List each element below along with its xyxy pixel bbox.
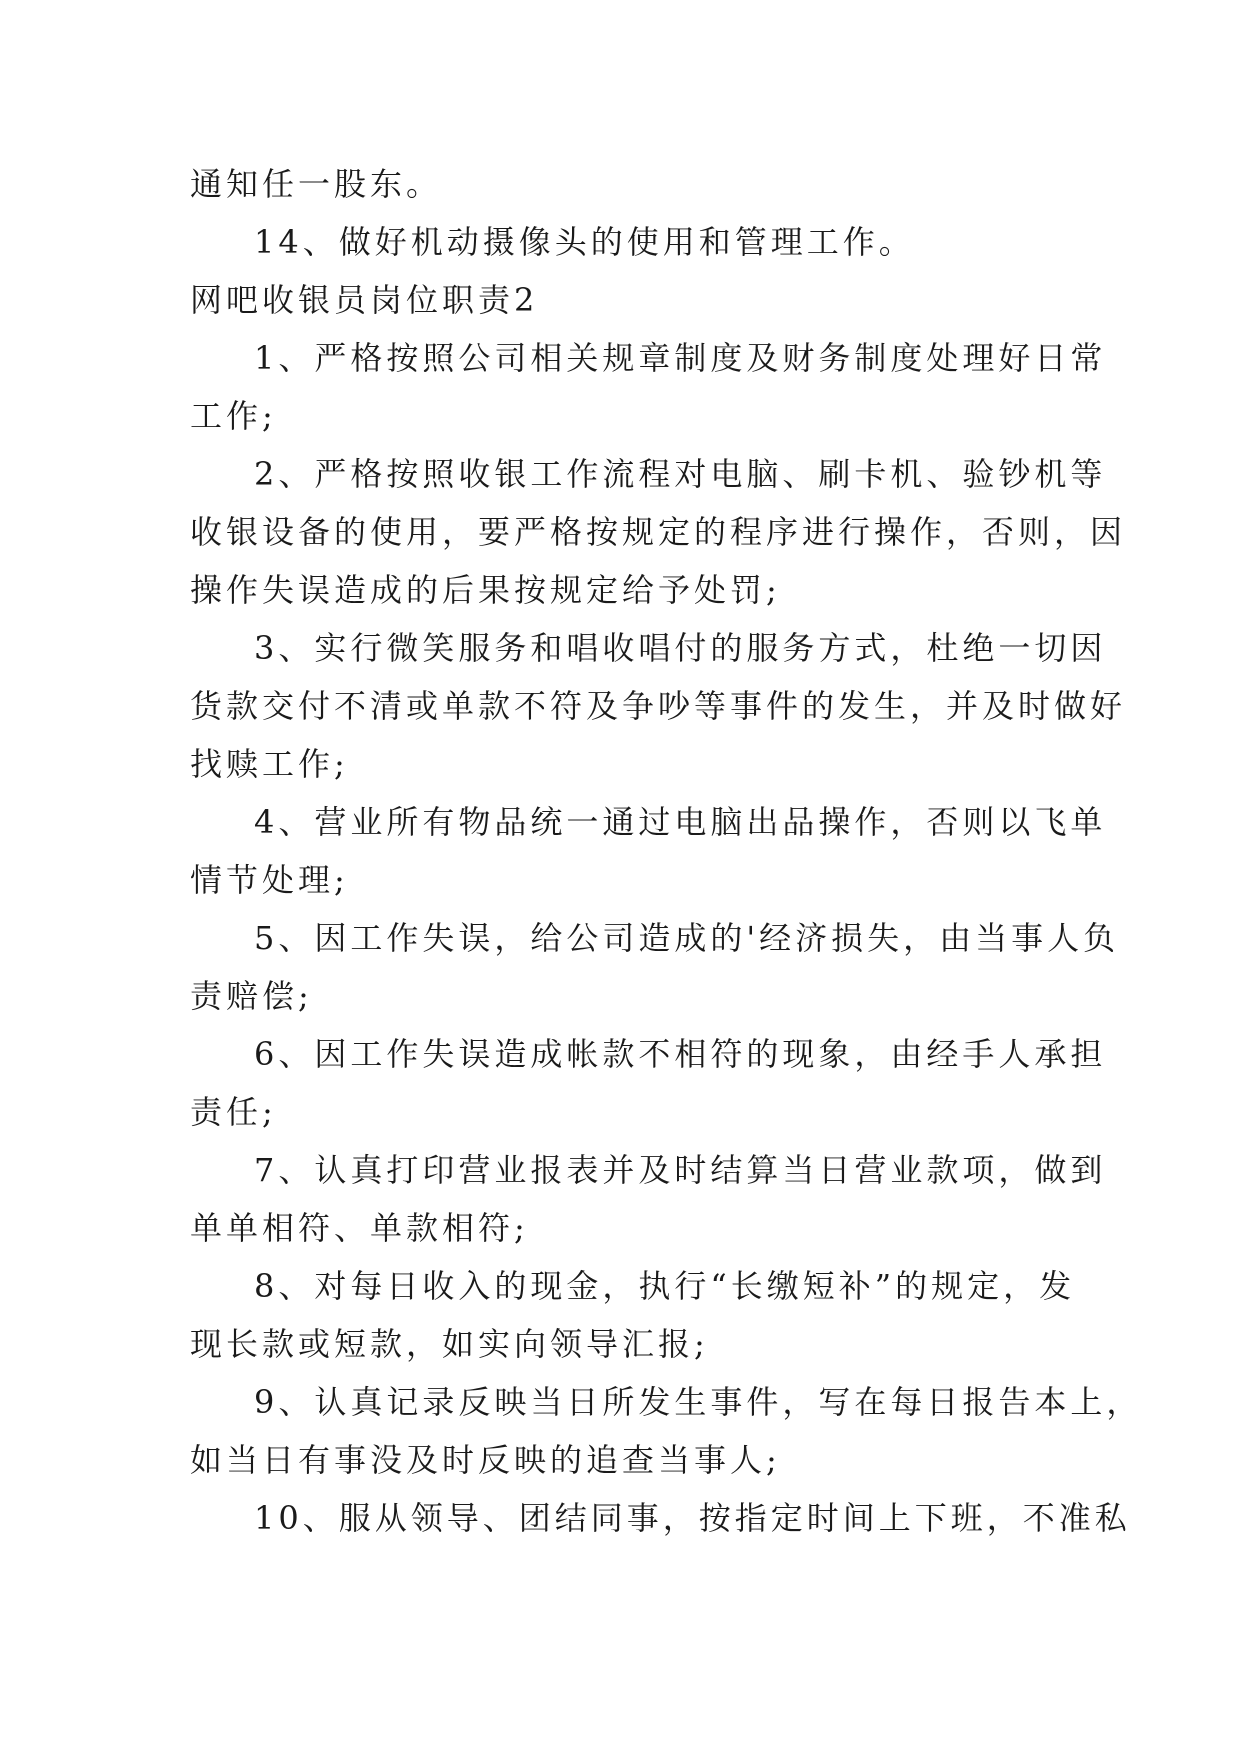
list-item: 3、实行微笑服务和唱收唱付的服务方式，杜绝一切因 bbox=[254, 629, 1107, 667]
text-line: 找赎工作; bbox=[190, 745, 349, 783]
list-item: 9、认真记录反映当日所发生事件，写在每日报告本上， bbox=[254, 1383, 1143, 1421]
list-item: 6、因工作失误造成帐款不相符的现象，由经手人承担 bbox=[254, 1035, 1107, 1073]
text-line: 通知任一股东。 bbox=[190, 165, 443, 203]
list-item: 5、因工作失误，给公司造成的'经济损失，由当事人负 bbox=[254, 919, 1120, 957]
text-line: 情节处理; bbox=[190, 861, 349, 899]
list-item: 14、做好机动摄像头的使用和管理工作。 bbox=[254, 223, 915, 261]
text-line: 责赔偿; bbox=[190, 977, 313, 1015]
text-line: 收银设备的使用，要严格按规定的程序进行操作，否则，因 bbox=[190, 513, 1127, 551]
text-line: 货款交付不清或单款不符及争吵等事件的发生，并及时做好 bbox=[190, 687, 1127, 725]
text-line: 如当日有事没及时反映的追查当事人; bbox=[190, 1441, 781, 1479]
text-line: 单单相符、单款相符; bbox=[190, 1209, 529, 1247]
text-line: 工作; bbox=[190, 397, 277, 435]
text-line: 操作失误造成的后果按规定给予处罚; bbox=[190, 571, 781, 609]
text-line: 责任; bbox=[190, 1093, 277, 1131]
list-item: 7、认真打印营业报表并及时结算当日营业款项，做到 bbox=[254, 1151, 1107, 1189]
section-heading: 网吧收银员岗位职责2 bbox=[190, 281, 539, 319]
list-item: 4、营业所有物品统一通过电脑出品操作，否则以飞单 bbox=[254, 803, 1107, 841]
list-item: 2、严格按照收银工作流程对电脑、刷卡机、验钞机等 bbox=[254, 455, 1107, 493]
list-item: 8、对每日收入的现金，执行“长缴短补”的规定，发 bbox=[254, 1267, 1076, 1305]
text-line: 现长款或短款，如实向领导汇报; bbox=[190, 1325, 709, 1363]
list-item: 10、服从领导、团结同事，按指定时间上下班，不准私 bbox=[254, 1499, 1131, 1537]
list-item: 1、严格按照公司相关规章制度及财务制度处理好日常 bbox=[254, 339, 1107, 377]
